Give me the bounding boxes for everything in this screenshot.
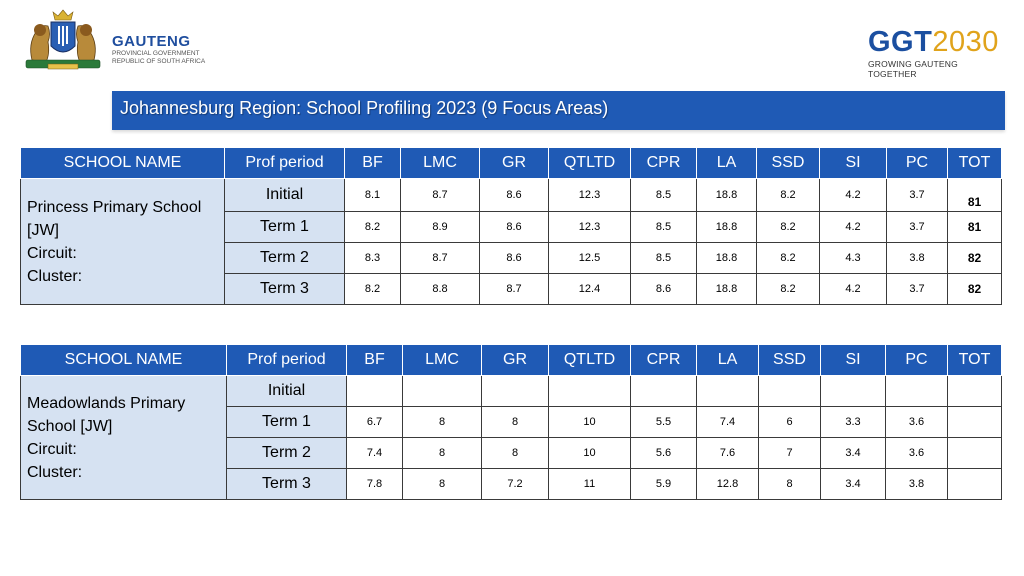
ggt2030-logo [868,26,1008,79]
value-cell: 8.5 [631,212,697,243]
total-cell: 82 [948,243,1002,274]
period-cell: Initial [225,179,345,212]
slide-title: Johannesburg Region: School Profiling 2023 (9 Focus Areas) [120,98,609,118]
value-cell [631,376,697,407]
value-cell: 3.6 [886,407,948,438]
value-cell: 3.4 [821,438,886,469]
value-cell: 7.6 [697,438,759,469]
value-cell: 18.8 [697,179,757,212]
gov-line2: REPUBLIC OF SOUTH AFRICA [112,58,206,65]
value-cell: 3.7 [887,179,948,212]
table-row [21,179,1002,212]
value-cell: 18.8 [697,274,757,305]
value-cell: 4.2 [820,274,887,305]
value-cell: 12.8 [697,469,759,500]
value-cell: 11 [549,469,631,500]
school-profile-table-2 [20,344,1002,500]
value-cell: 5.9 [631,469,697,500]
school-name-cell [21,376,227,500]
col-header: SSD [757,148,820,179]
gov-line1: PROVINCIAL GOVERNMENT [112,50,200,57]
value-cell: 4.3 [820,243,887,274]
value-cell [347,376,403,407]
col-header: LA [697,345,759,376]
col-header: Prof period [227,345,347,376]
value-cell: 8 [403,438,482,469]
value-cell [403,376,482,407]
value-cell: 12.3 [549,179,631,212]
col-header: BF [347,345,403,376]
value-cell [821,376,886,407]
cluster-label: Cluster: [27,463,83,481]
value-cell: 8.7 [401,243,480,274]
value-cell: 3.7 [887,212,948,243]
col-header: TOT [948,148,1002,179]
value-cell: 8.7 [401,179,480,212]
period-cell: Term 2 [227,438,347,469]
circuit-label: Circuit: [27,440,77,458]
value-cell: 8.2 [345,212,401,243]
value-cell: 8.2 [757,243,820,274]
ggt-tagline: GROWING GAUTENG TOGETHER [868,59,958,79]
circuit-label: Circuit: [27,244,77,262]
value-cell: 8.3 [345,243,401,274]
value-cell: 6 [759,407,821,438]
col-header: LMC [403,345,482,376]
value-cell: 5.5 [631,407,697,438]
value-cell: 3.7 [887,274,948,305]
gauteng-coat-of-arms-logo [18,8,108,72]
total-cell: 82 [948,274,1002,305]
value-cell: 7.4 [697,407,759,438]
period-cell: Initial [227,376,347,407]
value-cell: 8.2 [757,212,820,243]
value-cell: 8 [482,407,549,438]
ggt-prefix: GGT [868,26,933,58]
value-cell [482,376,549,407]
col-header: LMC [401,148,480,179]
value-cell: 3.4 [821,469,886,500]
value-cell: 8 [403,407,482,438]
value-cell: 8.2 [757,179,820,212]
value-cell: 3.8 [887,243,948,274]
value-cell: 6.7 [347,407,403,438]
gauteng-wordmark [112,34,205,66]
school-name-line: School [JW] [27,417,113,435]
col-header: GR [480,148,549,179]
col-header: Prof period [225,148,345,179]
school-profile-table-1 [20,147,1002,305]
value-cell: 3.6 [886,438,948,469]
table-header-row [21,148,1002,179]
col-header: SCHOOL NAME [21,345,227,376]
value-cell: 8.5 [631,179,697,212]
value-cell: 8 [403,469,482,500]
value-cell: 7 [759,438,821,469]
value-cell: 7.8 [347,469,403,500]
total-cell: 81 [948,212,1002,243]
col-header: PC [887,148,948,179]
period-cell: Term 3 [227,469,347,500]
table-header-row [21,345,1002,376]
value-cell: 7.2 [482,469,549,500]
value-cell: 8.6 [480,243,549,274]
value-cell: 8.6 [631,274,697,305]
col-header: PC [886,345,948,376]
value-cell: 7.4 [347,438,403,469]
total-cell [948,376,1002,407]
school-name-line: [JW] [27,221,59,239]
value-cell [886,376,948,407]
value-cell: 12.3 [549,212,631,243]
col-header: CPR [631,148,697,179]
value-cell: 12.4 [549,274,631,305]
gov-brand: GAUTENG [112,33,191,50]
cluster-label: Cluster: [27,267,83,285]
value-cell: 8.6 [480,212,549,243]
col-header: SSD [759,345,821,376]
col-header: SI [820,148,887,179]
col-header: QTLTD [549,148,631,179]
value-cell: 18.8 [697,243,757,274]
school-name-line: Princess Primary School [27,198,202,216]
value-cell: 4.2 [820,212,887,243]
ggt-wordmark [868,26,1008,58]
value-cell: 10 [549,407,631,438]
school-name-line: Meadowlands Primary [27,394,186,412]
period-cell: Term 3 [225,274,345,305]
coat-of-arms-icon [18,8,108,72]
value-cell: 8.9 [401,212,480,243]
slide-title-bar [112,91,1005,130]
period-cell: Term 1 [227,407,347,438]
total-cell [948,438,1002,469]
period-cell: Term 1 [225,212,345,243]
value-cell: 18.8 [697,212,757,243]
value-cell [759,376,821,407]
table-row [21,376,1002,407]
value-cell: 8.2 [757,274,820,305]
value-cell [697,376,759,407]
value-cell: 8 [759,469,821,500]
col-header: TOT [948,345,1002,376]
col-header: CPR [631,345,697,376]
col-header: LA [697,148,757,179]
value-cell: 8.6 [480,179,549,212]
value-cell: 3.3 [821,407,886,438]
value-cell: 8.7 [480,274,549,305]
value-cell: 12.5 [549,243,631,274]
value-cell: 10 [549,438,631,469]
value-cell: 4.2 [820,179,887,212]
col-header: SI [821,345,886,376]
total-cell: 81 [948,179,1002,212]
value-cell: 8.1 [345,179,401,212]
value-cell: 3.8 [886,469,948,500]
col-header: SCHOOL NAME [21,148,225,179]
value-cell [549,376,631,407]
school-name-cell [21,179,225,305]
col-header: GR [482,345,549,376]
value-cell: 5.6 [631,438,697,469]
value-cell: 8.2 [345,274,401,305]
value-cell: 8 [482,438,549,469]
total-cell [948,469,1002,500]
value-cell: 8.8 [401,274,480,305]
total-cell [948,407,1002,438]
period-cell: Term 2 [225,243,345,274]
ggt-year: 2030 [932,26,999,58]
value-cell: 8.5 [631,243,697,274]
col-header: QTLTD [549,345,631,376]
col-header: BF [345,148,401,179]
